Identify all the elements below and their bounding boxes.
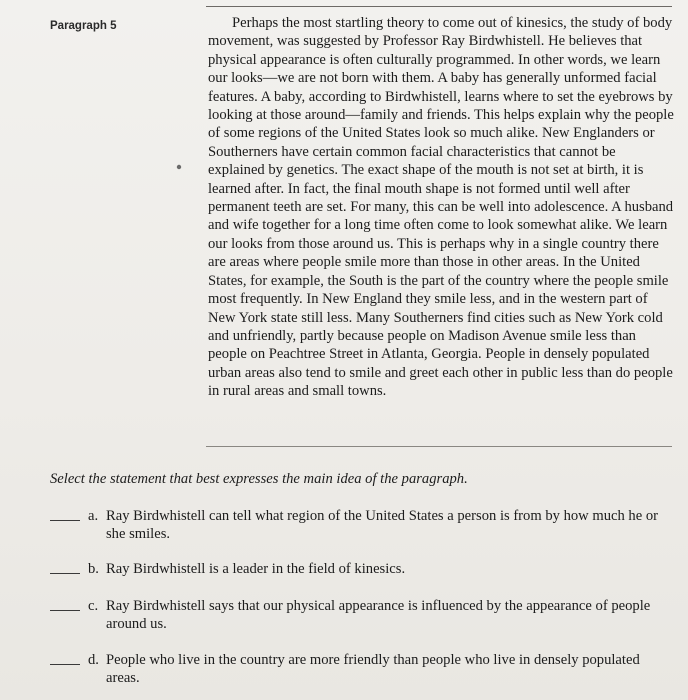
option-text: Ray Birdwhistell says that our physical appearance is influenced by the appearance of people around us. <box>106 598 651 632</box>
option-letter: b. <box>88 561 99 577</box>
answer-blank[interactable] <box>50 520 80 521</box>
answer-blank[interactable] <box>50 610 80 611</box>
option-text: Ray Birdwhistell can tell what region of the United States a person is from by how much he or she smiles. <box>106 508 659 542</box>
option-letter: d. <box>88 652 99 668</box>
bottom-rule <box>206 446 672 447</box>
option-text: People who live in the country are more friendly than people who live in densely populated areas. <box>106 652 640 686</box>
answer-blank[interactable] <box>50 573 80 574</box>
option-letter: a. <box>88 508 99 524</box>
option-letter: c. <box>88 598 99 614</box>
paragraph-label: Paragraph 5 <box>50 20 117 32</box>
passage-text: Perhaps the most startling theory to come out of kinesics, the study of body movement, was suggested by Professor Ray Birdwhistell. He believes that physical appearance is often culturally programmed. In other words, we learn our looks—we are not born with them. A baby has generally unformed facial features. A baby, according to Birdwhistell, learns where to set the eyebrows by looking at those around—family and friends. This helps explain why the people of some regions of the United States look so much alike. New Englanders or Southerners have certain common facial characteristics that cannot be explained by genetics. The exact shape of the mouth is not set at birth, it is learned after. In fact, the final mouth shape is not formed until well after permanent teeth are set. For many, this can be well into adolescence. A husband and wife together for a long time often come to look somewhat alike. We learn our looks from those around us. This is perhaps why in a single country there are areas where people smile more than those in other areas. In the United States, for example, the South is the part of the country where the people smile most frequently. In New England they smile less, and in the western part of New York state still less. Many Southerners find cities such as New York cold and unfriendly, partly because people on Madison Avenue smile less than people on Peachtree Street in Atlanta, Georgia. People in densely populated urban areas also tend to smile and greet each other in public less than do people in rural areas and small towns. <box>208 15 674 400</box>
answer-blank[interactable] <box>50 664 80 665</box>
bullet-mark-icon <box>176 164 182 170</box>
option-text: Ray Birdwhistell is a leader in the field of kinesics. <box>106 561 406 577</box>
top-rule <box>206 6 672 7</box>
question-prompt: Select the statement that best expresses the main idea of the paragraph. <box>50 471 468 487</box>
